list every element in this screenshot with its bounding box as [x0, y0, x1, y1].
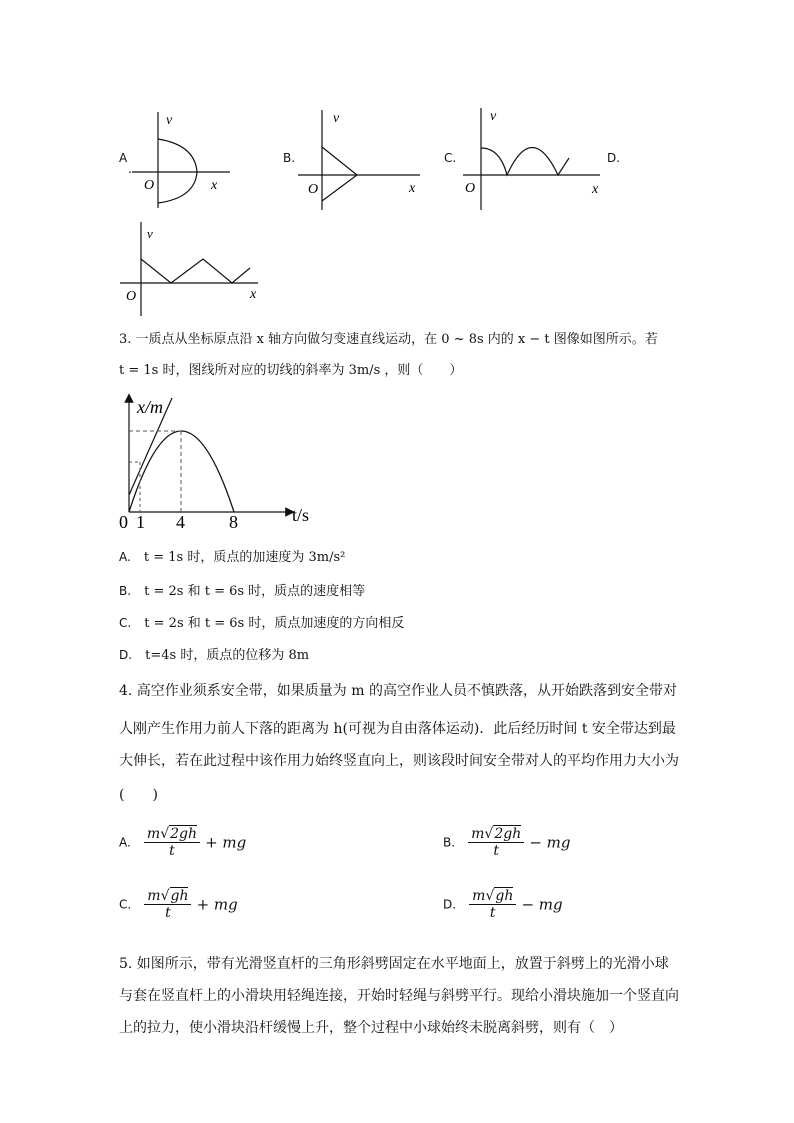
q5-stem-line2: 与套在竖直杆上的小滑块用轻绳连接，开始时轻绳与斜劈平行。现给小滑块施加一个竖直向: [119, 988, 679, 1004]
v-label: v: [147, 226, 153, 241]
q3-option-b-letter: B.: [119, 584, 132, 598]
q3-option-a-letter: A.: [119, 550, 131, 564]
q4-option-d[interactable]: [443, 888, 563, 921]
option-c-label: C.: [444, 151, 457, 165]
option-d-label: D.: [607, 151, 621, 165]
q4-option-a-letter: A.: [119, 835, 131, 850]
q3-option-c-text: t = 2s 和 t = 6s 时，质点加速度的方向相反: [144, 616, 405, 631]
q4-option-b[interactable]: [443, 826, 571, 859]
q4-option-a-tail: + mg: [205, 833, 247, 852]
parabola: [129, 431, 234, 512]
o-label: O: [465, 181, 476, 196]
o-label: O: [126, 289, 137, 304]
q4-stem-line2: 人刚产生作用力前人下落的距离为 h(可视为自由落体运动)．此后经历时间 t 安全带达到最: [119, 721, 676, 737]
q3-stem-line2: t = 1s 时，图线所对应的切线的斜率为 3m/s ，则（ ）: [119, 363, 463, 378]
tick-1: 1: [136, 512, 145, 532]
q4-option-b-tail: − mg: [529, 833, 571, 852]
q4-stem-line4: ( ): [119, 787, 158, 803]
q5-stem-line1: 5. 如图所示，带有光滑竖直杆的三角形斜劈固定在水平地面上，放置于斜劈上的光滑小球: [119, 956, 669, 972]
q3-option-b-text: t = 2s 和 t = 6s 时，质点的速度相等: [144, 584, 366, 599]
x-label: x: [250, 287, 257, 302]
q3-option-a[interactable]: [119, 546, 345, 567]
v-label: v: [166, 113, 173, 128]
q3-option-d-text: t=4s 时，质点的位移为 8m: [145, 648, 310, 663]
q3-option-b[interactable]: [119, 580, 365, 601]
x-axis-label: t/s: [292, 505, 310, 525]
q4-option-d-fraction: $\frac{m√gh}{t}$: [469, 888, 516, 921]
q4-option-c-fraction: $\frac{m√gh}{t}$: [144, 888, 191, 921]
option-b-label: B.: [283, 151, 296, 165]
q3-stem-line1: 3. 一质点从坐标原点沿 x 轴方向做匀变速直线运动，在 0 ~ 8s 内的 x − t 图像如图所示。若: [119, 332, 658, 347]
option-a-label: A: [119, 151, 128, 165]
q3-option-d-letter: D.: [119, 648, 133, 662]
q4-stem-line3: 大伸长，若在此过程中该作用力始终竖直向上，则该段时间安全带对人的平均作用力大小为: [119, 753, 679, 769]
q3-option-c-letter: C.: [119, 616, 132, 630]
q4-option-b-letter: B.: [443, 835, 456, 850]
v-label: v: [490, 109, 497, 124]
q4-stem-line1: 4. 高空作业须系安全带，如果质量为 m 的高空作业人员不慎跌落，从开始跌落到安全带对: [119, 683, 677, 699]
q5-stem-line3: 上的拉力，使小滑块沿杆缓慢上升，整个过程中小球始终未脱离斜劈，则有（ ）: [119, 1020, 623, 1036]
y-axis-label: x/m: [137, 397, 163, 417]
o-label: O: [308, 182, 319, 197]
q3-option-d[interactable]: [119, 644, 309, 665]
tick-0: 0: [119, 512, 128, 532]
x-label: x: [409, 181, 416, 196]
q4-option-d-letter: D.: [443, 897, 457, 912]
q4-option-c[interactable]: [119, 888, 238, 921]
q3-option-a-text: t = 1s 时，质点的加速度为 3m/s²: [143, 550, 346, 565]
q4-option-d-tail: − mg: [521, 895, 563, 914]
x-label: x: [211, 178, 218, 193]
o-label: O: [144, 178, 155, 193]
q4-option-c-tail: + mg: [196, 895, 238, 914]
q4-option-a-fraction: $\frac{m√2gh}{t}$: [144, 826, 200, 859]
tick-4: 4: [176, 512, 185, 532]
v-label: v: [333, 111, 340, 126]
x-label: x: [592, 182, 599, 197]
q4-option-c-letter: C.: [119, 897, 132, 912]
q4-option-a[interactable]: [119, 826, 246, 859]
option-a-dot: .: [128, 162, 132, 176]
q3-option-c[interactable]: [119, 612, 404, 633]
tick-8: 8: [229, 512, 238, 532]
q4-option-b-fraction: $\frac{m√2gh}{t}$: [468, 826, 524, 859]
